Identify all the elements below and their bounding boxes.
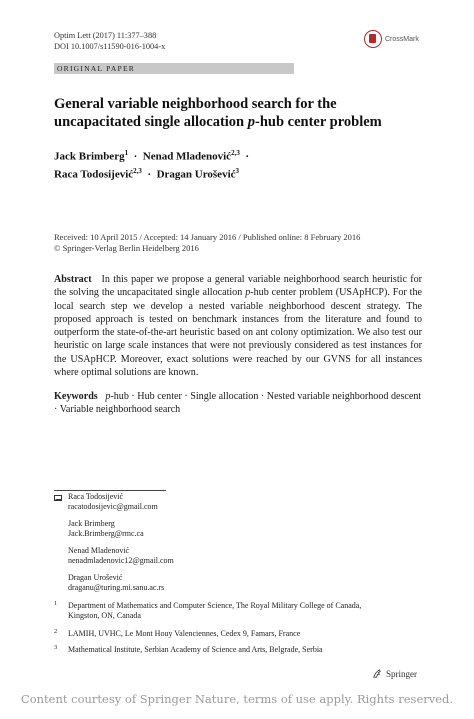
contact-email[interactable]: draganu@turing.mi.sanu.ac.rs (68, 583, 165, 593)
author-affil-sup: 2,3 (231, 149, 240, 157)
crossmark-label: CrossMark (385, 35, 419, 43)
contact-name: Raca Todosijević (68, 492, 124, 501)
courtesy-notice: Content courtesy of Springer Nature, terms of use apply. Rights reserved. (20, 692, 454, 706)
contact-email[interactable]: nenadmladenovic12@gmail.com (68, 556, 174, 566)
springer-wordmark: Springer (386, 668, 417, 679)
correspondence-block (54, 492, 294, 602)
contact-name: Dragan Urošević (68, 573, 123, 582)
contact-email[interactable]: racatodosijevic@gmail.com (68, 502, 158, 512)
author-name[interactable]: Jack Brimberg (54, 150, 125, 163)
author-list: Jack Brimberg$^1$ · Nenad Mladenović$^{2,3}$ · Raca Todosijević$^{2,3}$ · Dragan Urošević$^3$ (54, 149, 249, 181)
affiliation-1: 1 Department of Mathematics and Computer Science, The Royal Military College of Canada, Kingston, ON, Canada (54, 600, 362, 621)
author-affil-sup: 2,3 (133, 166, 142, 175)
title-line-1: General variable neighborhood search for the (54, 96, 337, 112)
abstract: Abstract In this paper we propose a general variable neighborhood search heuristic for the solving the uncapacitated single allocation p-hub center problem (USApHCP). For the local search step we develop a nested variable neighborhood descent strategy. The proposed approach is tested on benchmark instances from the literature and found to outperform the state-of-the-art heuristic based on ant colony optimization. We also test our heuristic on large scale instances that were not previously considered as test instances for the USApHCP. Moreover, exact solutions were reached by our GVNS for all instances where optimal solutions are known. (54, 274, 423, 379)
affiliation-number: 2 (54, 628, 58, 635)
springer-horse-icon (372, 668, 383, 679)
author-name[interactable]: Raca Todosijević (54, 168, 134, 181)
copyright-line: © Springer-Verlag Berlin Heidelberg 2016 (54, 243, 199, 253)
keywords-text: -hub · Hub center · Single allocation · Nested variable neighborhood descent · Variable neighborhood search (54, 391, 422, 416)
author-name[interactable]: Nenad Mladenović (142, 150, 232, 163)
crossmark-badge[interactable] (364, 30, 419, 48)
contact-entry (68, 492, 288, 513)
title-line-2: uncapacitated single allocation p-hub center problem (54, 113, 382, 130)
journal-header (54, 30, 165, 52)
history-dates: Received: 10 April 2015 / Accepted: 14 January 2016 / Published online: 8 February 2016 (54, 232, 361, 242)
contact-entry (68, 546, 288, 567)
affiliation-2: 2 LAMIH, UVHC, Le Mont Houy Valenciennes, Cedex 9, Famars, France (54, 628, 301, 638)
footnote-divider (54, 490, 166, 491)
keywords-label: Keywords (54, 391, 98, 402)
publication-dates (54, 232, 424, 254)
contact-entry (68, 573, 288, 594)
doi-link[interactable]: DOI 10.1007/s11590-016-1004-x (54, 42, 166, 51)
keywords: Keywords p-hub · Hub center · Single allocation · Nested variable neighborhood descent · Variable neighborhood search (54, 391, 422, 416)
contact-entry (68, 519, 288, 540)
abstract-label: Abstract (54, 274, 92, 285)
affiliation-3: 3 Mathematical Institute, Serbian Academy of Science and Arts, Belgrade, Serbia (54, 644, 323, 654)
section-banner (54, 63, 294, 74)
springer-logo (372, 668, 417, 679)
author-affil-sup: 1 (124, 149, 129, 157)
journal-citation: Optim Lett (2017) 11:377–388 (54, 31, 157, 40)
envelope-icon (54, 495, 62, 501)
contact-email[interactable]: Jack.Brimberg@rmc.ca (68, 529, 144, 539)
author-affil-sup: 3 (235, 166, 240, 175)
crossmark-icon (364, 30, 382, 48)
abstract-text: In this paper we propose a general variable neighborhood search heuristic for the solving the uncapacitated single allocation (54, 274, 422, 299)
author-name[interactable]: Dragan Urošević (156, 168, 236, 181)
contact-name: Jack Brimberg (68, 519, 115, 528)
paper-title (54, 96, 414, 131)
affiliation-number: 1 (54, 600, 58, 607)
affiliation-number: 3 (54, 644, 58, 651)
contact-name: Nenad Mladenović (68, 546, 130, 555)
section-banner-label: ORIGINAL PAPER (57, 64, 136, 73)
